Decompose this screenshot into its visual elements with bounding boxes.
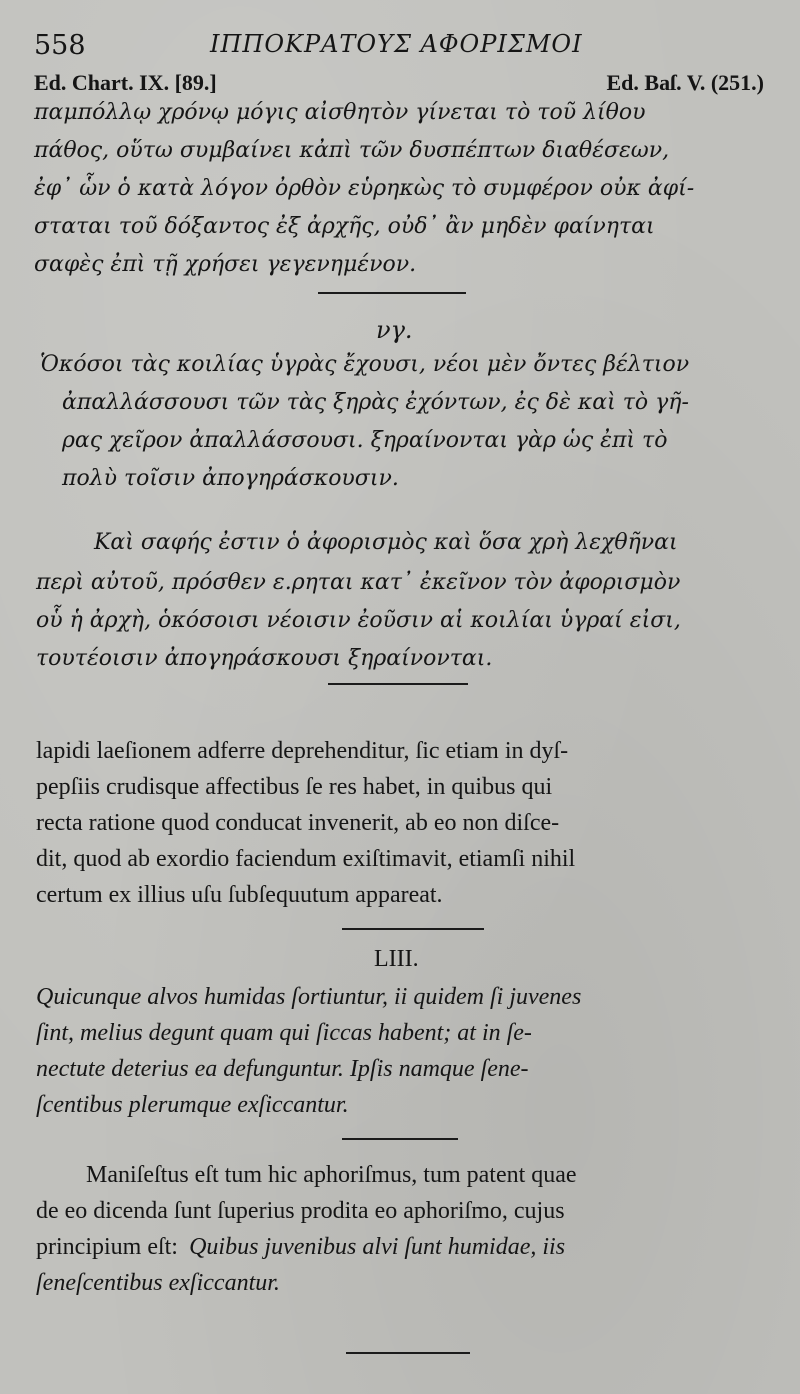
greek-aphorism-line: ἀπαλλάσσουσι τῶν τὰς ξηρὰς ἐχόντων, ἐς δὲ καὶ τὸ γῆ- — [62, 390, 689, 415]
greek-aphorism-line: ρας χεῖρον ἀπαλλάσσουσι. ξηραίνονται γὰρ ὡς ἐπὶ τὸ — [62, 428, 668, 453]
greek-aphorism-line: Ὁκόσοι τὰς κοιλίας ὑγρὰς ἔχουσι, νέοι μὲν ὄντες βέλτιον — [40, 352, 690, 377]
greek-continuation-line: ἐφ᾽ ὧν ὁ κατὰ λόγον ὀρθὸν εὑρηκὼς τὸ συμφέρον οὐκ ἀφί- — [34, 176, 695, 201]
latin-commentary-line: ſeneſcentibus exſiccantur. — [36, 1270, 280, 1296]
greek-continuation-line: πάθος, οὕτω συμβαίνει κἀπὶ τῶν δυσπέπτων διαθέσεων, — [34, 138, 670, 163]
running-title: ΙΠΠΟΚΡΑΤΟΥΣ ΑΦΟΡΙΣΜΟΙ — [210, 30, 583, 58]
latin-commentary-line — [36, 1234, 565, 1261]
greek-commentary-line: οὗ ἡ ἀρχὴ, ὁκόσοισι νέοισιν ἐοῦσιν αἱ κοιλίαι ὑγραί εἰσι, — [36, 608, 681, 633]
edition-basel-reference: Ed. Baſ. V. (251.) — [606, 70, 764, 95]
latin-continuation-line: recta ratione quod conducat invenerit, ab eo non diſce- — [36, 810, 560, 836]
greek-continuation-line: σταται τοῦ δόξαντος ἐξ ἀρχῆς, οὐδ᾽ ἂν μηδὲν φαίνηται — [34, 214, 655, 239]
section-divider — [342, 928, 484, 930]
latin-continuation-line: lapidi laeſionem adferre deprehenditur, ſic etiam in dyſ- — [36, 738, 569, 764]
latin-aphorism-line: nectute deterius ea defunguntur. Ipſis namque ſene- — [36, 1056, 529, 1082]
latin-aphorism-line: Quicunque alvos humidas ſortiuntur, ii quidem ſi juvenes — [36, 984, 582, 1010]
edition-chart-reference: Ed. Chart. IX. [89.] — [34, 70, 217, 95]
greek-commentary-line: τουτέοισιν ἀπογηράσκουσι ξηραίνονται. — [36, 646, 493, 671]
latin-commentary-line: Maniſeſtus eſt tum hic aphoriſmus, tum patent quae — [86, 1162, 577, 1188]
page-number: 558 — [34, 30, 86, 61]
latin-section-heading: LIII. — [374, 946, 419, 972]
greek-commentary-line: περὶ αὐτοῦ, πρόσθεν ε.ρηται κατ᾽ ἐκεῖνον τὸν ἀφορισμὸν — [36, 570, 681, 595]
latin-commentary-roman: principium eſt: — [36, 1234, 178, 1260]
latin-continuation-line: pepſiis crudisque affectibus ſe res habet, in quibus qui — [36, 774, 553, 800]
section-divider — [346, 1352, 470, 1354]
latin-commentary-line: de eo dicenda ſunt ſuperius prodita eo aphoriſmo, cujus — [36, 1198, 565, 1224]
latin-aphorism-line: ſint, melius degunt quam qui ſiccas habent; at in ſe- — [36, 1020, 532, 1046]
greek-section-heading: νγ. — [376, 316, 413, 344]
latin-commentary-italic-quote: Quibus juvenibus alvi ſunt humidae, iis — [189, 1234, 566, 1260]
section-divider — [328, 683, 468, 685]
greek-aphorism-line: πολὺ τοῖσιν ἀπογηράσκουσιν. — [62, 466, 399, 491]
section-divider — [318, 292, 466, 294]
latin-aphorism-line: ſcentibus plerumque exſiccantur. — [36, 1092, 349, 1118]
latin-continuation-line: certum ex illius uſu ſubſequutum appareat. — [36, 882, 443, 908]
latin-continuation-line: dit, quod ab exordio faciendum exiſtimavit, etiamſi nihil — [36, 846, 576, 872]
greek-continuation-line: σαφὲς ἐπὶ τῇ χρήσει γεγενημένον. — [34, 252, 417, 277]
section-divider — [342, 1138, 458, 1140]
greek-commentary-line: Καὶ σαφής ἐστιν ὁ ἀφορισμὸς καὶ ὅσα χρὴ λεχθῆναι — [94, 530, 678, 555]
greek-continuation-line: παμπόλλῳ χρόνῳ μόγις αἰσθητὸν γίνεται τὸ τοῦ λίθου — [34, 100, 646, 125]
